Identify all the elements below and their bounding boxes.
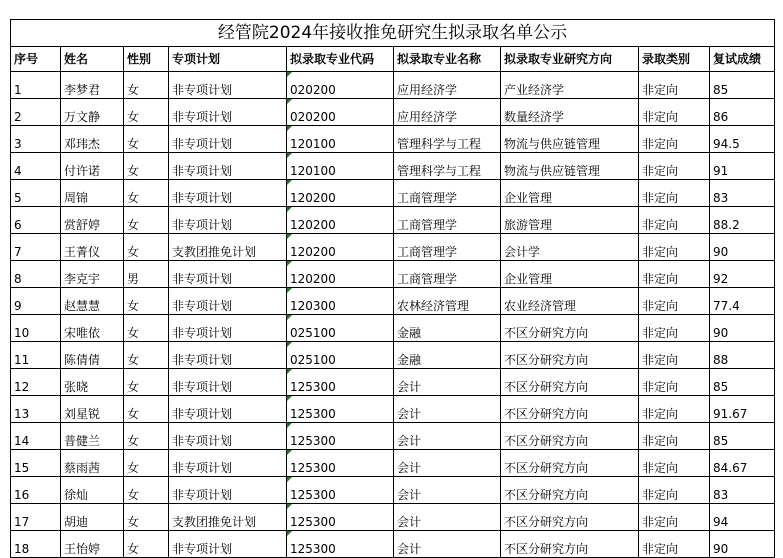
number-as-text-indicator-icon xyxy=(287,423,292,428)
major-name-cell[interactable]: 会计 xyxy=(394,504,501,531)
number-as-text-indicator-icon xyxy=(287,342,292,347)
category-cell[interactable]: 非定向 xyxy=(639,369,710,396)
index-cell[interactable]: 13 xyxy=(11,396,61,423)
major-code-text: 125300 xyxy=(290,434,336,448)
direction-cell[interactable]: 不区分研究方向 xyxy=(501,396,639,423)
gender-cell[interactable]: 女 xyxy=(124,450,169,477)
direction-cell[interactable]: 物流与供应链管理 xyxy=(501,126,639,153)
index-cell[interactable]: 16 xyxy=(11,477,61,504)
major-code-text: 120100 xyxy=(290,137,336,151)
index-cell[interactable]: 18 xyxy=(11,531,61,558)
direction-cell[interactable]: 不区分研究方向 xyxy=(501,315,639,342)
major-name-cell[interactable]: 会计 xyxy=(394,369,501,396)
direction-cell[interactable]: 不区分研究方向 xyxy=(501,531,639,558)
plan-cell[interactable]: 非专项计划 xyxy=(169,72,287,99)
gender-cell[interactable]: 女 xyxy=(124,531,169,558)
table-row xyxy=(11,180,775,207)
index-cell[interactable]: 6 xyxy=(11,207,61,234)
major-code-text: 125300 xyxy=(290,488,336,502)
major-code-cell[interactable] xyxy=(287,288,394,315)
name-cell[interactable]: 宋唯依 xyxy=(61,315,124,342)
major-code-text: 120300 xyxy=(290,299,336,313)
plan-cell[interactable]: 非专项计划 xyxy=(169,531,287,558)
major-code-cell[interactable] xyxy=(287,342,394,369)
gender-cell[interactable]: 女 xyxy=(124,288,169,315)
number-as-text-indicator-icon xyxy=(287,288,292,293)
score-cell[interactable]: 94 xyxy=(710,504,775,531)
score-cell[interactable]: 90 xyxy=(710,531,775,558)
index-cell[interactable]: 2 xyxy=(11,99,61,126)
plan-cell[interactable]: 非专项计划 xyxy=(169,126,287,153)
number-as-text-indicator-icon xyxy=(287,450,292,455)
number-as-text-indicator-icon xyxy=(287,126,292,131)
category-cell[interactable]: 非定向 xyxy=(639,477,710,504)
gender-cell[interactable]: 女 xyxy=(124,234,169,261)
category-cell[interactable]: 非定向 xyxy=(639,234,710,261)
index-cell[interactable]: 4 xyxy=(11,153,61,180)
major-name-cell[interactable]: 金融 xyxy=(394,315,501,342)
score-cell[interactable]: 85 xyxy=(710,72,775,99)
index-cell[interactable]: 1 xyxy=(11,72,61,99)
major-code-text: 025100 xyxy=(290,326,336,340)
score-cell[interactable]: 83 xyxy=(710,477,775,504)
number-as-text-indicator-icon xyxy=(287,315,292,320)
major-code-cell[interactable] xyxy=(287,72,394,99)
score-cell[interactable]: 77.4 xyxy=(710,288,775,315)
major-name-cell[interactable]: 农林经济管理 xyxy=(394,288,501,315)
major-code-cell[interactable] xyxy=(287,450,394,477)
plan-cell[interactable]: 非专项计划 xyxy=(169,477,287,504)
index-cell[interactable]: 7 xyxy=(11,234,61,261)
direction-cell[interactable]: 不区分研究方向 xyxy=(501,504,639,531)
major-name-cell[interactable]: 会计 xyxy=(394,450,501,477)
score-cell[interactable]: 84.67 xyxy=(710,450,775,477)
table-row xyxy=(11,315,775,342)
major-name-cell[interactable]: 应用经济学 xyxy=(394,99,501,126)
category-cell[interactable]: 非定向 xyxy=(639,288,710,315)
index-cell[interactable]: 8 xyxy=(11,261,61,288)
major-code-text: 120100 xyxy=(290,164,336,178)
index-cell[interactable]: 5 xyxy=(11,180,61,207)
table-row xyxy=(11,342,775,369)
table-row xyxy=(11,450,775,477)
table-row xyxy=(11,423,775,450)
major-name-cell[interactable]: 会计 xyxy=(394,423,501,450)
index-cell[interactable]: 11 xyxy=(11,342,61,369)
score-cell[interactable]: 86 xyxy=(710,99,775,126)
number-as-text-indicator-icon xyxy=(287,477,292,482)
gender-cell[interactable]: 女 xyxy=(124,180,169,207)
name-cell[interactable]: 张晓 xyxy=(61,369,124,396)
plan-cell[interactable]: 非专项计划 xyxy=(169,99,287,126)
index-cell[interactable]: 15 xyxy=(11,450,61,477)
name-cell[interactable]: 赏舒婷 xyxy=(61,207,124,234)
major-name-cell[interactable]: 工商管理学 xyxy=(394,234,501,261)
score-cell[interactable]: 88 xyxy=(710,342,775,369)
plan-cell[interactable]: 非专项计划 xyxy=(169,423,287,450)
category-cell[interactable]: 非定向 xyxy=(639,207,710,234)
index-cell[interactable]: 9 xyxy=(11,288,61,315)
name-cell[interactable]: 李克宇 xyxy=(61,261,124,288)
number-as-text-indicator-icon xyxy=(287,207,292,212)
category-cell[interactable]: 非定向 xyxy=(639,261,710,288)
number-as-text-indicator-icon xyxy=(287,369,292,374)
plan-cell[interactable]: 非专项计划 xyxy=(169,315,287,342)
major-code-text: 125300 xyxy=(290,461,336,475)
col-name-header[interactable]: 姓名 xyxy=(61,47,124,72)
direction-cell[interactable]: 物流与供应链管理 xyxy=(501,153,639,180)
score-cell[interactable]: 91.67 xyxy=(710,396,775,423)
category-cell[interactable]: 非定向 xyxy=(639,450,710,477)
name-cell[interactable]: 胡迪 xyxy=(61,504,124,531)
score-cell[interactable]: 94.5 xyxy=(710,126,775,153)
name-cell[interactable]: 李梦君 xyxy=(61,72,124,99)
gender-cell[interactable]: 女 xyxy=(124,342,169,369)
index-cell[interactable]: 14 xyxy=(11,423,61,450)
category-cell[interactable]: 非定向 xyxy=(639,153,710,180)
category-cell[interactable]: 非定向 xyxy=(639,504,710,531)
category-cell[interactable]: 非定向 xyxy=(639,126,710,153)
category-cell[interactable]: 非定向 xyxy=(639,531,710,558)
name-cell[interactable]: 万文静 xyxy=(61,99,124,126)
name-cell[interactable]: 王怡婷 xyxy=(61,531,124,558)
table-row xyxy=(11,153,775,180)
category-cell[interactable]: 非定向 xyxy=(639,423,710,450)
name-cell[interactable]: 普健兰 xyxy=(61,423,124,450)
major-code-cell[interactable] xyxy=(287,369,394,396)
major-name-cell[interactable]: 会计 xyxy=(394,477,501,504)
major-code-cell[interactable] xyxy=(287,477,394,504)
major-name-cell[interactable]: 工商管理学 xyxy=(394,207,501,234)
major-code-text: 125300 xyxy=(290,407,336,421)
category-cell[interactable]: 非定向 xyxy=(639,72,710,99)
table-row xyxy=(11,126,775,153)
plan-cell[interactable]: 支教团推免计划 xyxy=(169,234,287,261)
major-name-cell[interactable]: 会计 xyxy=(394,531,501,558)
plan-cell[interactable]: 非专项计划 xyxy=(169,261,287,288)
table-title[interactable]: 经管院2024年接收推免研究生拟录取名单公示 xyxy=(11,20,775,47)
name-cell[interactable]: 陈倩倩 xyxy=(61,342,124,369)
major-name-cell[interactable]: 工商管理学 xyxy=(394,261,501,288)
header-row xyxy=(11,47,775,72)
title-row xyxy=(11,20,775,47)
score-cell[interactable]: 83 xyxy=(710,180,775,207)
name-cell[interactable]: 王菁仪 xyxy=(61,234,124,261)
table-row xyxy=(11,369,775,396)
major-code-cell[interactable] xyxy=(287,396,394,423)
plan-cell[interactable]: 非专项计划 xyxy=(169,450,287,477)
major-name-cell[interactable]: 应用经济学 xyxy=(394,72,501,99)
plan-cell[interactable]: 非专项计划 xyxy=(169,369,287,396)
table-row xyxy=(11,261,775,288)
gender-cell[interactable]: 女 xyxy=(124,99,169,126)
score-cell[interactable]: 88.2 xyxy=(710,207,775,234)
major-code-text: 020200 xyxy=(290,110,336,124)
gender-cell[interactable]: 女 xyxy=(124,315,169,342)
table-row xyxy=(11,288,775,315)
table-row xyxy=(11,531,775,558)
major-code-text: 120200 xyxy=(290,191,336,205)
major-name-cell[interactable]: 金融 xyxy=(394,342,501,369)
name-cell[interactable]: 徐灿 xyxy=(61,477,124,504)
col-category-header[interactable]: 录取类别 xyxy=(639,47,710,72)
col-major-code-header[interactable]: 拟录取专业代码 xyxy=(287,47,394,72)
major-code-text: 125300 xyxy=(290,542,336,556)
name-cell[interactable]: 邓玮杰 xyxy=(61,126,124,153)
direction-cell[interactable]: 不区分研究方向 xyxy=(501,423,639,450)
direction-cell[interactable]: 不区分研究方向 xyxy=(501,477,639,504)
plan-cell[interactable]: 非专项计划 xyxy=(169,180,287,207)
direction-cell[interactable]: 会计学 xyxy=(501,234,639,261)
major-code-text: 120200 xyxy=(290,272,336,286)
major-code-cell[interactable] xyxy=(287,99,394,126)
major-code-cell[interactable] xyxy=(287,207,394,234)
name-cell[interactable]: 付许诺 xyxy=(61,153,124,180)
direction-cell[interactable]: 不区分研究方向 xyxy=(501,450,639,477)
major-name-cell[interactable]: 管理科学与工程 xyxy=(394,153,501,180)
category-cell[interactable]: 非定向 xyxy=(639,315,710,342)
direction-cell[interactable]: 不区分研究方向 xyxy=(501,369,639,396)
category-cell[interactable]: 非定向 xyxy=(639,99,710,126)
category-cell[interactable]: 非定向 xyxy=(639,396,710,423)
major-name-cell[interactable]: 会计 xyxy=(394,396,501,423)
plan-cell[interactable]: 非专项计划 xyxy=(169,342,287,369)
number-as-text-indicator-icon xyxy=(287,396,292,401)
plan-cell[interactable]: 支教团推免计划 xyxy=(169,504,287,531)
major-code-cell[interactable] xyxy=(287,234,394,261)
name-cell[interactable]: 周锦 xyxy=(61,180,124,207)
major-code-text: 020200 xyxy=(290,83,336,97)
plan-cell[interactable]: 非专项计划 xyxy=(169,153,287,180)
major-code-text: 125300 xyxy=(290,515,336,529)
score-cell[interactable]: 92 xyxy=(710,261,775,288)
col-plan-header[interactable]: 专项计划 xyxy=(169,47,287,72)
gender-cell[interactable]: 女 xyxy=(124,477,169,504)
direction-cell[interactable]: 旅游管理 xyxy=(501,207,639,234)
score-cell[interactable]: 90 xyxy=(710,315,775,342)
number-as-text-indicator-icon xyxy=(287,99,292,104)
category-cell[interactable]: 非定向 xyxy=(639,180,710,207)
plan-cell[interactable]: 非专项计划 xyxy=(169,207,287,234)
number-as-text-indicator-icon xyxy=(287,531,292,536)
major-code-cell[interactable] xyxy=(287,531,394,558)
number-as-text-indicator-icon xyxy=(287,234,292,239)
col-score-header[interactable]: 复试成绩 xyxy=(710,47,775,72)
plan-cell[interactable]: 非专项计划 xyxy=(169,288,287,315)
table-row xyxy=(11,477,775,504)
plan-cell[interactable]: 非专项计划 xyxy=(169,396,287,423)
gender-cell[interactable]: 女 xyxy=(124,423,169,450)
number-as-text-indicator-icon xyxy=(287,180,292,185)
category-cell[interactable]: 非定向 xyxy=(639,342,710,369)
index-cell[interactable]: 12 xyxy=(11,369,61,396)
index-cell[interactable]: 10 xyxy=(11,315,61,342)
gender-cell[interactable]: 男 xyxy=(124,261,169,288)
major-code-cell[interactable] xyxy=(287,315,394,342)
name-cell[interactable]: 刘星锐 xyxy=(61,396,124,423)
index-cell[interactable]: 3 xyxy=(11,126,61,153)
major-name-cell[interactable]: 工商管理学 xyxy=(394,180,501,207)
major-code-cell[interactable] xyxy=(287,423,394,450)
gender-cell[interactable]: 女 xyxy=(124,153,169,180)
number-as-text-indicator-icon xyxy=(287,153,292,158)
direction-cell[interactable]: 不区分研究方向 xyxy=(501,342,639,369)
score-cell[interactable]: 91 xyxy=(710,153,775,180)
major-name-cell[interactable]: 管理科学与工程 xyxy=(394,126,501,153)
gender-cell[interactable]: 女 xyxy=(124,504,169,531)
number-as-text-indicator-icon xyxy=(287,261,292,266)
major-code-text: 125300 xyxy=(290,380,336,394)
score-cell[interactable]: 85 xyxy=(710,369,775,396)
gender-cell[interactable]: 女 xyxy=(124,396,169,423)
name-cell[interactable]: 蔡雨茜 xyxy=(61,450,124,477)
gender-cell[interactable]: 女 xyxy=(124,369,169,396)
direction-cell[interactable]: 农业经济管理 xyxy=(501,288,639,315)
table-row xyxy=(11,234,775,261)
direction-cell[interactable]: 产业经济学 xyxy=(501,72,639,99)
major-code-cell[interactable] xyxy=(287,180,394,207)
admission-table xyxy=(10,19,775,558)
direction-cell[interactable]: 企业管理 xyxy=(501,261,639,288)
col-gender-header[interactable]: 性别 xyxy=(124,47,169,72)
score-cell[interactable]: 90 xyxy=(710,234,775,261)
major-code-cell[interactable] xyxy=(287,261,394,288)
number-as-text-indicator-icon xyxy=(287,72,292,77)
table-row xyxy=(11,72,775,99)
col-direction-header[interactable]: 拟录取专业研究方向 xyxy=(501,47,639,72)
major-code-text: 120200 xyxy=(290,245,336,259)
major-code-text: 120200 xyxy=(290,218,336,232)
direction-cell[interactable]: 企业管理 xyxy=(501,180,639,207)
table-row xyxy=(11,99,775,126)
number-as-text-indicator-icon xyxy=(287,504,292,509)
gender-cell[interactable]: 女 xyxy=(124,207,169,234)
name-cell[interactable]: 赵慧慧 xyxy=(61,288,124,315)
major-code-cell[interactable] xyxy=(287,504,394,531)
direction-cell[interactable]: 数量经济学 xyxy=(501,99,639,126)
gender-cell[interactable]: 女 xyxy=(124,72,169,99)
major-code-cell[interactable] xyxy=(287,153,394,180)
table-row xyxy=(11,504,775,531)
major-code-text: 025100 xyxy=(290,353,336,367)
table-row xyxy=(11,396,775,423)
table-row xyxy=(11,207,775,234)
col-major-name-header[interactable]: 拟录取专业名称 xyxy=(394,47,501,72)
gender-cell[interactable]: 女 xyxy=(124,126,169,153)
spreadsheet xyxy=(10,19,774,558)
index-cell[interactable]: 17 xyxy=(11,504,61,531)
score-cell[interactable]: 85 xyxy=(710,423,775,450)
major-code-cell[interactable] xyxy=(287,126,394,153)
col-index-header[interactable]: 序号 xyxy=(11,47,61,72)
